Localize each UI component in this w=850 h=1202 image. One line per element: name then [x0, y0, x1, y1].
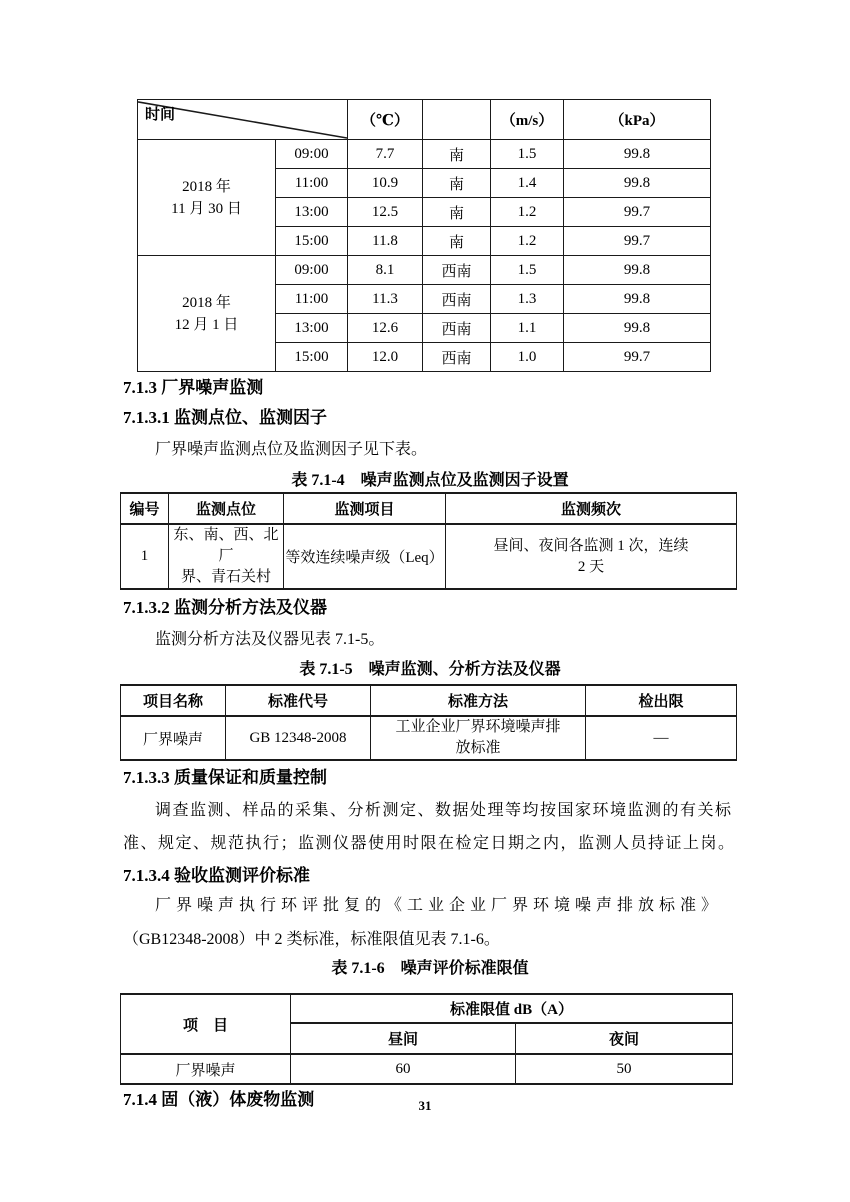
- location-cell: [169, 524, 284, 589]
- unit-temp-header: （℃）: [348, 100, 423, 140]
- pressure-cell: 99.8: [564, 314, 711, 343]
- header-standard-code: 标准代号: [226, 685, 371, 716]
- time-cell: 15:00: [276, 227, 348, 256]
- wind-cell: 南: [423, 140, 491, 169]
- paragraph-line: （GB12348-2008）中 2 类标准，标准限值见表 7.1-6。: [123, 931, 500, 948]
- limit-item-cell: 厂界噪声: [121, 1054, 291, 1084]
- header-detection-limit: 检出限: [586, 685, 737, 716]
- id-cell: 1: [121, 524, 169, 589]
- speed-cell: 1.0: [491, 343, 564, 372]
- time-cell: 11:00: [276, 169, 348, 198]
- table-header-row: [121, 994, 733, 1023]
- header-frequency: 监测频次: [446, 493, 737, 524]
- frequency-cell: [446, 524, 737, 589]
- wind-cell: 南: [423, 198, 491, 227]
- temp-cell: 12.0: [348, 343, 423, 372]
- wind-cell: 西南: [423, 343, 491, 372]
- speed-cell: 1.3: [491, 285, 564, 314]
- table-row: [121, 524, 737, 589]
- noise-limit-table: [120, 993, 733, 1085]
- table-caption-7-1-5: 表 7.1-5 噪声监测、分析方法及仪器: [299, 661, 561, 678]
- location-line: 界、青石关村: [180, 569, 271, 585]
- header-nighttime: 夜间: [516, 1023, 733, 1054]
- corner-label: 时间: [145, 107, 176, 123]
- noise-points-table: [120, 492, 737, 590]
- paragraph-7-1-3-4: [123, 889, 737, 957]
- section-heading-7-1-3-1: 7.1.3.1 监测点位、监测因子: [123, 408, 327, 427]
- pressure-cell: 99.8: [564, 140, 711, 169]
- header-daytime: 昼间: [291, 1023, 516, 1054]
- noise-method-table: [120, 684, 737, 761]
- pressure-cell: 99.7: [564, 227, 711, 256]
- page-number: 31: [418, 1098, 432, 1113]
- date-line: 11 月 30 日: [171, 200, 242, 217]
- item-cell: 等效连续噪声级（Leq）: [284, 524, 446, 589]
- unit-wind-header: [423, 100, 491, 140]
- wind-cell: 南: [423, 169, 491, 198]
- paragraph-7-1-3-2: 监测分析方法及仪器见表 7.1-5。: [155, 631, 385, 648]
- header-standard-method: 标准方法: [371, 685, 586, 716]
- speed-cell: 1.5: [491, 140, 564, 169]
- section-heading-7-1-3-2: 7.1.3.2 监测分析方法及仪器: [123, 598, 327, 617]
- header-project-name: 项目名称: [121, 685, 226, 716]
- section-heading-7-1-3: 7.1.3 厂界噪声监测: [123, 378, 264, 397]
- section-heading-7-1-3-3: 7.1.3.3 质量保证和质量控制: [123, 768, 327, 787]
- method-line: 放标准: [455, 740, 501, 756]
- date-line: 2018 年: [182, 178, 231, 195]
- date-line: 12 月 1 日: [174, 316, 239, 333]
- time-cell: 13:00: [276, 198, 348, 227]
- pressure-cell: 99.8: [564, 169, 711, 198]
- project-name-cell: 厂界噪声: [121, 716, 226, 760]
- time-cell: 15:00: [276, 343, 348, 372]
- detection-limit-cell: —: [586, 716, 737, 760]
- table-row: [121, 1054, 733, 1084]
- date-cell-dec1: [138, 256, 276, 372]
- speed-cell: 1.1: [491, 314, 564, 343]
- pressure-cell: 99.7: [564, 198, 711, 227]
- temp-cell: 12.5: [348, 198, 423, 227]
- unit-pressure-header: （kPa）: [564, 100, 711, 140]
- location-line: 东、南、西、北厂: [173, 527, 279, 564]
- temp-cell: 7.7: [348, 140, 423, 169]
- pressure-cell: 99.8: [564, 256, 711, 285]
- date-cell-nov30: [138, 140, 276, 256]
- temp-cell: 8.1: [348, 256, 423, 285]
- daytime-limit-cell: 60: [291, 1054, 516, 1084]
- table-caption-7-1-4: 表 7.1-4 噪声监测点位及监测因子设置: [291, 472, 569, 489]
- weather-table: [137, 99, 711, 372]
- time-cell: 13:00: [276, 314, 348, 343]
- wind-cell: 西南: [423, 314, 491, 343]
- paragraph-line: 调查监测、样品的采集、分析测定、数据处理等均按国家环境监测的有关标: [155, 802, 733, 819]
- table-header-row: [121, 493, 737, 524]
- header-location: 监测点位: [169, 493, 284, 524]
- table-row: [138, 256, 711, 285]
- time-cell: 09:00: [276, 256, 348, 285]
- header-item: 项 目: [121, 994, 291, 1054]
- nighttime-limit-cell: 50: [516, 1054, 733, 1084]
- weather-corner-cell: [138, 100, 348, 140]
- section-heading-7-1-3-4: 7.1.3.4 验收监测评价标准: [123, 866, 310, 885]
- table-header-row: [121, 685, 737, 716]
- pressure-cell: 99.7: [564, 343, 711, 372]
- table-caption-7-1-6: 表 7.1-6 噪声评价标准限值: [331, 960, 529, 977]
- header-item: 监测项目: [284, 493, 446, 524]
- time-cell: 09:00: [276, 140, 348, 169]
- paragraph-line: 准、规定、规范执行；监测仪器使用时限在检定日期之内，监测人员持证上岗。: [123, 835, 736, 852]
- table-row: [121, 716, 737, 760]
- temp-cell: 12.6: [348, 314, 423, 343]
- weather-header-row: [138, 100, 711, 140]
- paragraph-line: 厂界噪声执行环评批复的《工业企业厂界环境噪声排放标准》: [155, 897, 723, 914]
- speed-cell: 1.5: [491, 256, 564, 285]
- date-line: 2018 年: [182, 294, 231, 311]
- temp-cell: 11.3: [348, 285, 423, 314]
- method-line: 工业企业厂界环境噪声排: [395, 719, 561, 735]
- wind-cell: 西南: [423, 256, 491, 285]
- speed-cell: 1.4: [491, 169, 564, 198]
- header-id: 编号: [121, 493, 169, 524]
- section-heading-7-1-4: 7.1.4 固（液）体废物监测: [123, 1090, 315, 1109]
- wind-cell: 西南: [423, 285, 491, 314]
- temp-cell: 11.8: [348, 227, 423, 256]
- pressure-cell: 99.8: [564, 285, 711, 314]
- time-cell: 11:00: [276, 285, 348, 314]
- table-row: [138, 140, 711, 169]
- speed-cell: 1.2: [491, 198, 564, 227]
- unit-speed-header: （m/s）: [491, 100, 564, 140]
- frequency-line: 昼间、夜间各监测 1 次，连续: [493, 537, 689, 554]
- temp-cell: 10.9: [348, 169, 423, 198]
- standard-code-cell: GB 12348-2008: [226, 716, 371, 760]
- standard-method-cell: [371, 716, 586, 760]
- paragraph-7-1-3-1: 厂界噪声监测点位及监测因子见下表。: [155, 441, 428, 458]
- wind-cell: 南: [423, 227, 491, 256]
- paragraph-7-1-3-3: [123, 794, 737, 860]
- speed-cell: 1.2: [491, 227, 564, 256]
- frequency-line: 2 天: [577, 558, 605, 575]
- header-standard-limit: 标准限值 dB（A）: [291, 994, 733, 1023]
